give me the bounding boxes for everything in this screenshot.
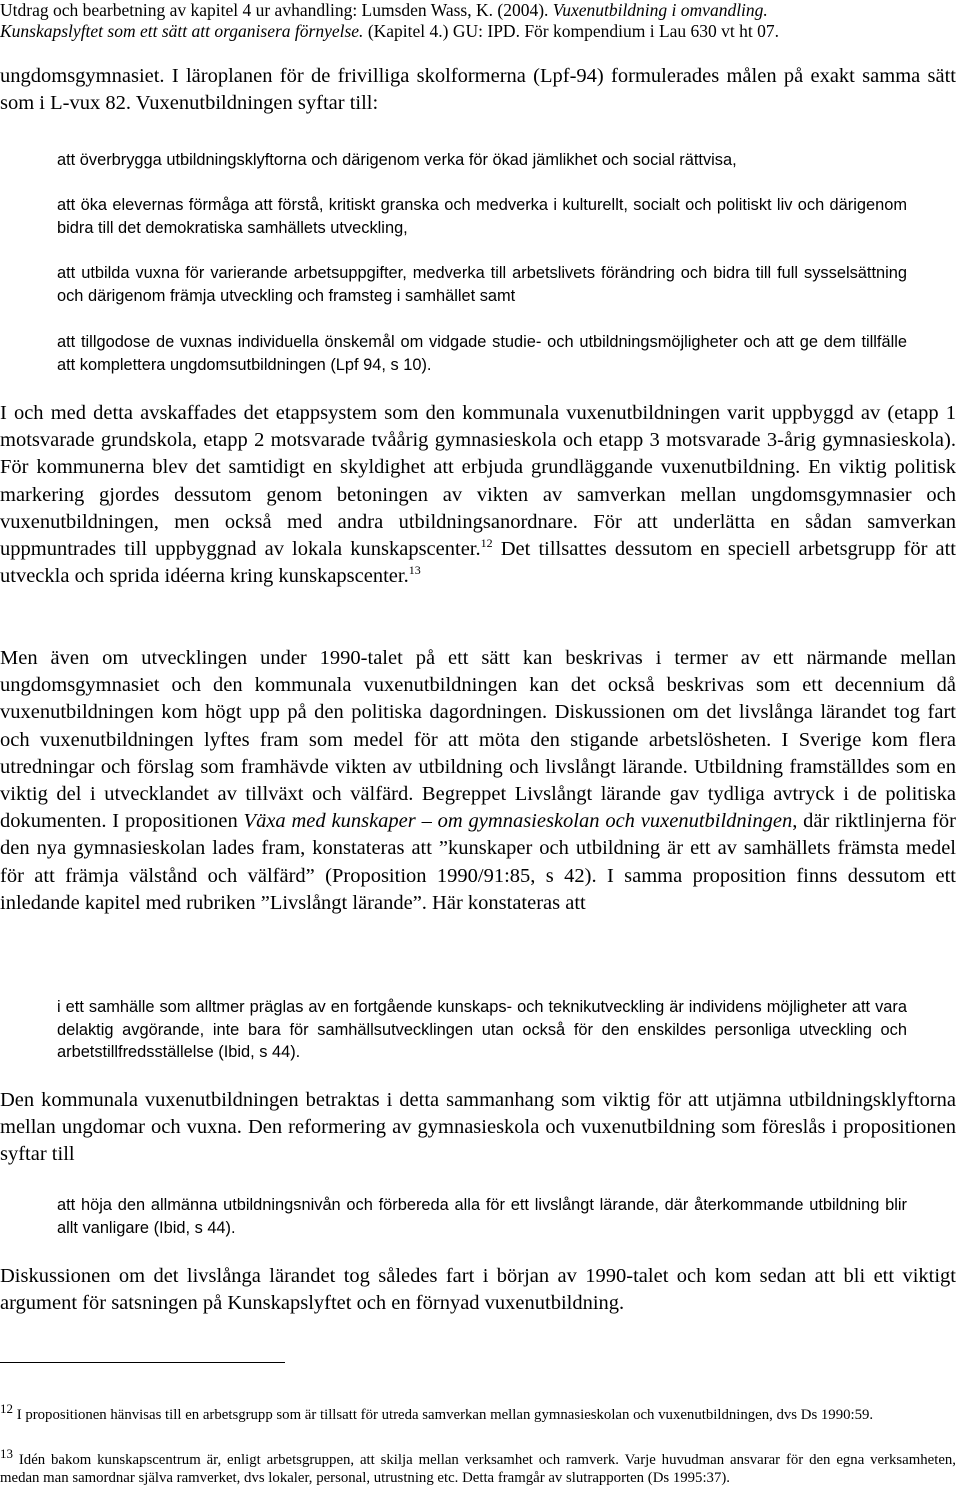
- footnote-text: Idén bakom kunskapscentrum är, enligt arbetsgruppen, att skilja mellan verksamhet och ramverk. Varje huvudman ansvarar för den egna verksamheten, medan man samordnar själva ramverket, dvs lokaler, personal, utrustning etc. Detta framgår av slutrapporten (Ds 1995:37).: [0, 1452, 956, 1486]
- paragraph-2-text-b: Det tillsattes dessutom en speciell arbetsgrupp för att utveckla och sprida idéerna kring kunskapscenter.: [0, 538, 956, 588]
- paragraph-2-text-a: I och med detta avskaffades det etappsystem som den kommunala vuxenutbildningen varit uppbyggd av (etapp 1 motsvarade grundskola, etapp 2 motsvarade tvåårig gymnasieskola och etapp 3 motsvarade 3-årig gymnasieskola). För kommunerna blev det samtidigt en skyldighet att erbjuda grundläggande vuxenutbildning. En viktig politisk markering gjordes dessutom genom betoningen av vikten av samverkan mellan ungdomsgymnasier och vuxenutbildningen, men också med andra utbildningsanordnare. För att underlätta en sådan samverkan uppmuntrades till uppbyggnad av lokala kunskapscenter.: [0, 402, 956, 561]
- footnote-text: I propositionen hänvisas till en arbetsgrupp som är tillsatt för utreda samverkan mellan gymnasieskolan och vuxenutbildningen, dvs Ds 1990:59.: [13, 1407, 874, 1423]
- footnote-number: 13: [0, 1446, 13, 1462]
- header-source: (Kapitel 4.) GU: IPD. För kompendium i Lau 630 vt ht 07.: [363, 21, 780, 41]
- footnote-separator: [0, 1362, 285, 1363]
- quote-block-2: i ett samhälle som alltmer präglas av en fortgående kunskaps- och teknikutveckling är individens möjligheter att vara delaktig avgörande, inte bara för samhällsutvecklingen utan också för den enskildes personliga utveckling och arbetstillfredsställelse (Ibid, s 44).: [57, 998, 907, 1062]
- header-citation: Utdrag och bearbetning av kapitel 4 ur avhandling: Lumsden Wass, K. (2004).: [0, 0, 553, 20]
- quote-item-2: att öka elevernas förmåga att förstå, kritiskt granska och medverka i kulturellt, socialt och politiskt liv och därigenom bidra till det demokratiska samhällets utveckling,: [57, 196, 907, 237]
- paragraph-3: [0, 645, 956, 917]
- quote-item-1: att överbrygga utbildningsklyftorna och därigenom verka för ökad jämlikhet och social rättvisa,: [57, 151, 737, 169]
- quote-item-3: att utbilda vuxna för varierande arbetsuppgifter, medverka till arbetslivets förändring och bidra till full sysselsättning och därigenom främja utveckling och framsteg i samhället samt: [57, 264, 907, 305]
- paragraph-5: Diskussionen om det livslånga lärandet tog således fart i början av 1990-talet och kom sedan att bli ett viktigt argument för satsningen på Kunskapslyftet och en förnyad vuxenutbildning.: [0, 1265, 956, 1315]
- footnote-12: [0, 1401, 956, 1424]
- paragraph-3-text-a: Men även om utvecklingen under 1990-talet på ett sätt kan beskrivas i termer av ett närmande mellan ungdomsgymnasiet och den kommunala vuxenutbildningen kan det också beskrivas som ett decennium då vuxenutbildningen kom högt upp på den politiska dagordningen. Diskussionen om det livslånga lärandet tog fart och vuxenutbildningen lyftes fram som medel för att möta den stigande arbetslösheten. I Sverige kom flera utredningar och förslag som framhävde vikten av utbildning och livslångt lärande. Utbildning framställdes som en viktig del i utvecklandet av tillväxt och välfärd. Begreppet Livslångt lärande gav tydliga avtryck i de politiska dokumenten. I propositionen: [0, 647, 956, 833]
- footnote-ref-13[interactable]: 13: [408, 563, 421, 578]
- running-header: [0, 0, 940, 42]
- footnote-13: [0, 1446, 956, 1487]
- quote-item-4: att tillgodose de vuxnas individuella önskemål om vidgade studie- och utbildningsmöjligheter och att ge dem tillfälle att komplettera ungdomsutbildningen (Lpf 94, s 10).: [57, 333, 907, 374]
- header-line-2: [0, 21, 940, 42]
- paragraph-1: ungdomsgymnasiet. I läroplanen för de frivilliga skolformerna (Lpf-94) formulerades målen på exakt samma sätt som i L-vux 82. Vuxenutbildningen syftar till:: [0, 65, 956, 115]
- header-line-1: [0, 0, 940, 21]
- proposition-title: Växa med kunskaper – om gymnasieskolan och vuxenutbildningen: [243, 810, 793, 833]
- paragraph-2: [0, 400, 956, 590]
- footnote-ref-12[interactable]: 12: [480, 536, 493, 551]
- header-title-part-1: Vuxenutbildning i omvandling.: [552, 0, 768, 20]
- quote-block-3: att höja den allmänna utbildningsnivån och förbereda alla för ett livslångt lärande, där återkommande utbildning blir allt vanligare (Ibid, s 44).: [57, 1196, 907, 1237]
- paragraph-3-text-b: , där riktlinjerna för den nya gymnasieskolan lades fram, konstateras att ”kunskaper och utbildning är ett av samhällets främsta medel för att främja välstånd och välfärd” (Proposition 1990/91:85, s 42). I samma proposition finns dessutom ett inledande kapitel med rubriken ”Livslångt lärande”. Här konstateras att: [0, 810, 956, 914]
- paragraph-4: Den kommunala vuxenutbildningen betraktas i detta sammanhang som viktig för att utjämna utbildningsklyftorna mellan ungdomar och vuxna. Den reformering av gymnasieskola och vuxenutbildning som föreslås i propositionen syftar till: [0, 1089, 956, 1166]
- footnote-number: 12: [0, 1401, 13, 1417]
- header-title-part-2: Kunskapslyftet som ett sätt att organisera förnyelse.: [0, 21, 364, 41]
